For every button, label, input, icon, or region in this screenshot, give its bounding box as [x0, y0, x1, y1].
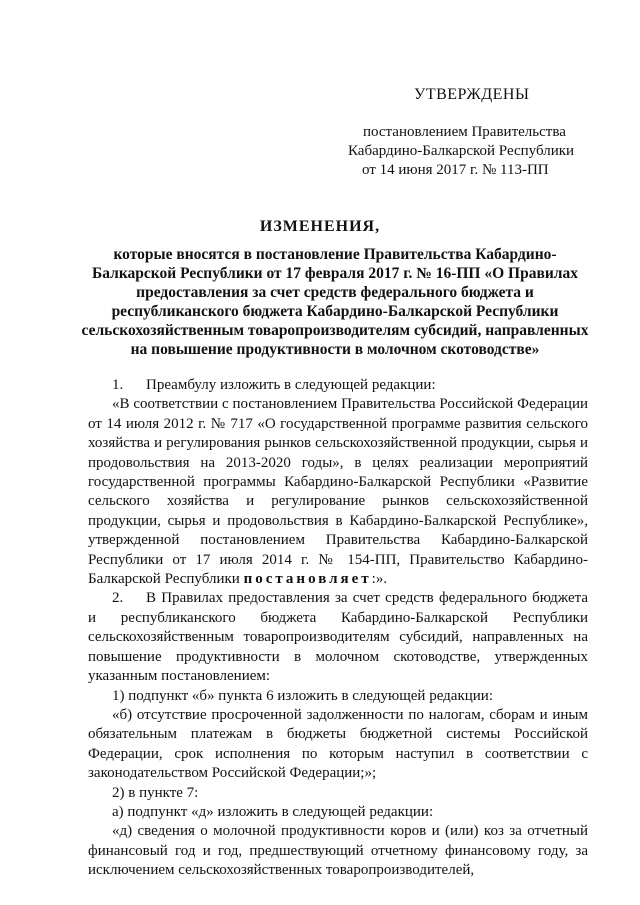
paragraph-2 — [88, 589, 588, 686]
preamble-quote-text: «В соответствии с постановлением Правительства Российской Федерации от 14 июля 2012 г. № 717 «О государственной программе развития сельского хозяйства и регулирования рынков сельскохозяйственной продукции, сырья и продовольствия на 2013-2020 годы», в целях реализации мероприятий государственной программы Кабардино-Балкарской Республики «Развитие сельского хозяйства и регулирование рынков сельскохозяйственной продукции, сырья и продовольствия в Кабардино-Балкарской Республике», утвержденной постановлением Правительства Кабардино-Балкарской Республики от 17 июля 2014 г. № 154-ПП, Правительство Кабардино-Балкарской Республики — [88, 396, 588, 588]
preamble-quote — [88, 395, 588, 589]
subitem-1: 1) подпункт «б» пункта 6 изложить в следующей редакции: — [112, 687, 493, 704]
document-title: ИЗМЕНЕНИЯ, — [259, 218, 381, 235]
paragraph-1-heading — [88, 376, 588, 395]
subitem-1-quote: «б) отсутствие просроченной задолженности по налогам, сборам и иным обязательным платежам в бюджеты бюджетной системы Российской Федерации, срок исполнения по которым наступил в соответствии с законодательством Российской Федерации;»; — [88, 706, 588, 782]
document-subtitle: которые вносятся в постановление Правительства Кабардино-Балкарской Республики от 17 февраля 2017 г. № 16-ПП «О Правилах предоставления за счет средств федерального бюджета и республиканского бюджета Кабардино-Балкарской Республики сельскохозяйственным товаропроизводителям субсидий, направленных на повышение продуктивности в молочном скотоводстве» — [81, 246, 589, 358]
preamble-resolves-word: постановляет — [243, 571, 372, 588]
approval-line-1: постановлением Правительства — [363, 124, 566, 140]
paragraph-2-number: 2. — [112, 590, 124, 607]
subitem-2a: а) подпункт «д» изложить в следующей редакции: — [112, 803, 434, 820]
subitem-2a-quote: «д) сведения о молочной продуктивности коров и (или) коз за отчетный финансовый год и год, предшествующий отчетному финансовому году, за исключением сельскохозяйственных товаропроизводителей, — [88, 823, 588, 879]
paragraph-1-number: 1. — [112, 377, 124, 393]
paragraph-2-text: В Правилах предоставления за счет средств федерального бюджета и республиканского бюджета Кабардино-Балкарской Республики сельскохозяйственным товаропроизводителям субсидий, направленных на повышение продуктивности в молочном скотоводстве, утвержденных указанным постановлением: — [88, 590, 588, 685]
paragraph-1-text: Преамбулу изложить в следующей редакции: — [146, 377, 436, 393]
preamble-quote-end: :». — [371, 571, 388, 588]
subitem-2: 2) в пункте 7: — [112, 784, 199, 801]
approval-heading: УТВЕРЖДЕНЫ — [414, 86, 530, 103]
document-body — [88, 376, 588, 881]
approval-line-3: от 14 июня 2017 г. № 113-ПП — [362, 162, 549, 178]
approval-line-2: Кабардино-Балкарской Республики — [348, 143, 575, 159]
